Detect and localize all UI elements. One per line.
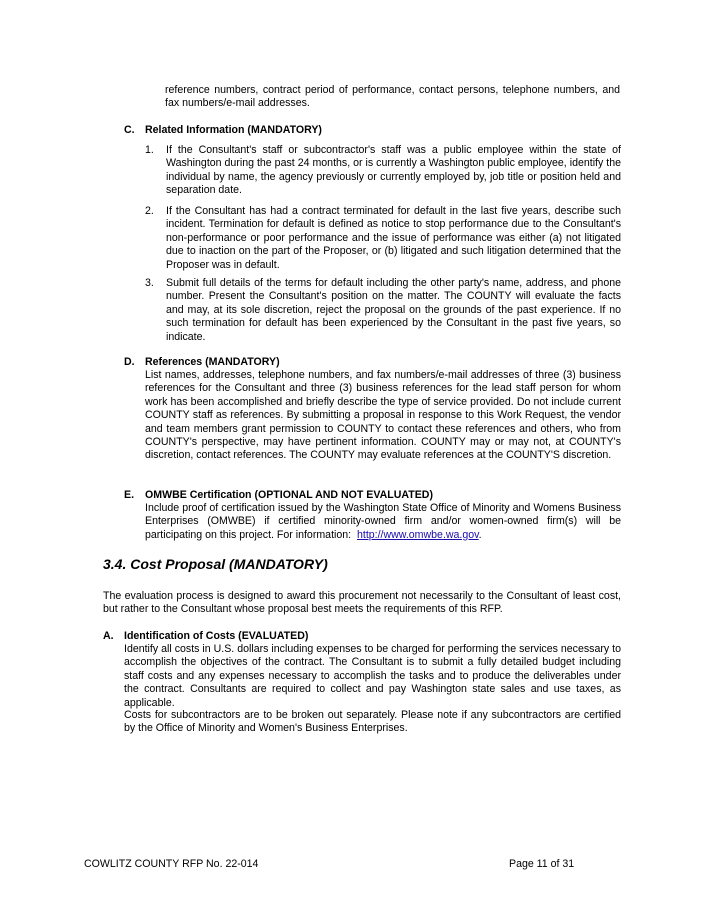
section-e-title: OMWBE Certification (OPTIONAL AND NOT EVALUATED)	[145, 489, 433, 501]
section-a-title: Identification of Costs (EVALUATED)	[124, 630, 309, 642]
section-d-label: D.	[124, 356, 135, 368]
section-d-title: References (MANDATORY)	[145, 356, 280, 368]
section-c-title: Related Information (MANDATORY)	[145, 124, 322, 136]
footer-document-id: COWLITZ COUNTY RFP No. 22-014	[84, 858, 259, 870]
cost-proposal-intro: The evaluation process is designed to award this procurement not necessarily to the Consultant of least cost, but rather to the Consultant whose proposal best meets the requirements of this RFP.	[103, 590, 621, 616]
section-e-body	[145, 502, 621, 542]
section-e-body-text: Include proof of certification issued by the Washington State Office of Minority and Womens Business Enterprises (OMWBE) if certified minority-owned firm and/or women-owned firm(s) will be participating on this project. For information:	[145, 502, 621, 541]
section-c-item-1-text: If the Consultant's staff or subcontractor's staff was a public employee within the state of Washington during the past 24 months, or is currently a Washington public employee, identify the individual by name, the agency previously or currently employed by, job title or position held and separation date.	[166, 144, 621, 197]
section-c-item-3-text: Submit full details of the terms for default including the other party's name, address, and phone number. Present the Consultant's position on the matter. The COUNTY will evaluate the facts and may, at its sole discretion, reject the proposal on the grounds of the past experience. If no such termination for default has been experienced by the Consultant in the past five years, so indicate.	[166, 277, 621, 343]
cost-proposal-heading: 3.4. Cost Proposal (MANDATORY)	[103, 556, 328, 572]
section-a-label: A.	[103, 630, 114, 642]
section-c-item-3-number: 3.	[145, 277, 154, 289]
section-c-item-2-number: 2.	[145, 205, 154, 217]
section-a-body-2: Costs for subcontractors are to be broken out separately. Please note if any subcontractors are certified by the Office of Minority and Women's Business Enterprises.	[124, 709, 621, 735]
omwbe-link[interactable]: http://www.omwbe.wa.gov	[356, 528, 479, 541]
section-d-body: List names, addresses, telephone numbers, and fax numbers/e-mail addresses of three (3) business references for the Consultant and three (3) business references for the lead staff person for whom work has been accomplished and briefly describe the type of service provided. Do not include current COUNTY staff as references. By submitting a proposal in response to this Work Request, the vendor and team members grant permission to COUNTY to contact these references and others, who from COUNTY's perspective, may have pertinent information. COUNTY may or may not, at COUNTY's discretion, contact references. The COUNTY may evaluate references at the COUNTY'S discretion.	[145, 369, 621, 462]
intro-continuation-text: reference numbers, contract period of performance, contact persons, telephone numbers, and fax numbers/e-mail addresses.	[165, 84, 620, 110]
section-e-period: .	[478, 528, 482, 541]
section-c-label: C.	[124, 124, 135, 136]
section-a-body-1: Identify all costs in U.S. dollars including expenses to be charged for performing the services necessary to accomplish the objectives of the contract. The Consultant is to submit a fully detailed budget including staff costs and any expenses necessary to accomplish the tasks and to produce the deliverables under the contract. Consultants are required to collect and pay Washington state sales and use taxes, as applicable.	[124, 643, 621, 709]
section-e-label: E.	[124, 489, 135, 501]
section-c-item-1-number: 1.	[145, 144, 154, 156]
section-c-item-2-text: If the Consultant has had a contract terminated for default in the last five years, describe such incident. Termination for default is defined as notice to stop performance due to the Consultant's non-performance or poor performance and the issue of performance was either (a) not litigated due to inaction on the part of the Proposer, or (b) litigated and such litigation determined that the Proposer was in default.	[166, 205, 621, 271]
footer-page-number: Page 11 of 31	[509, 858, 575, 870]
